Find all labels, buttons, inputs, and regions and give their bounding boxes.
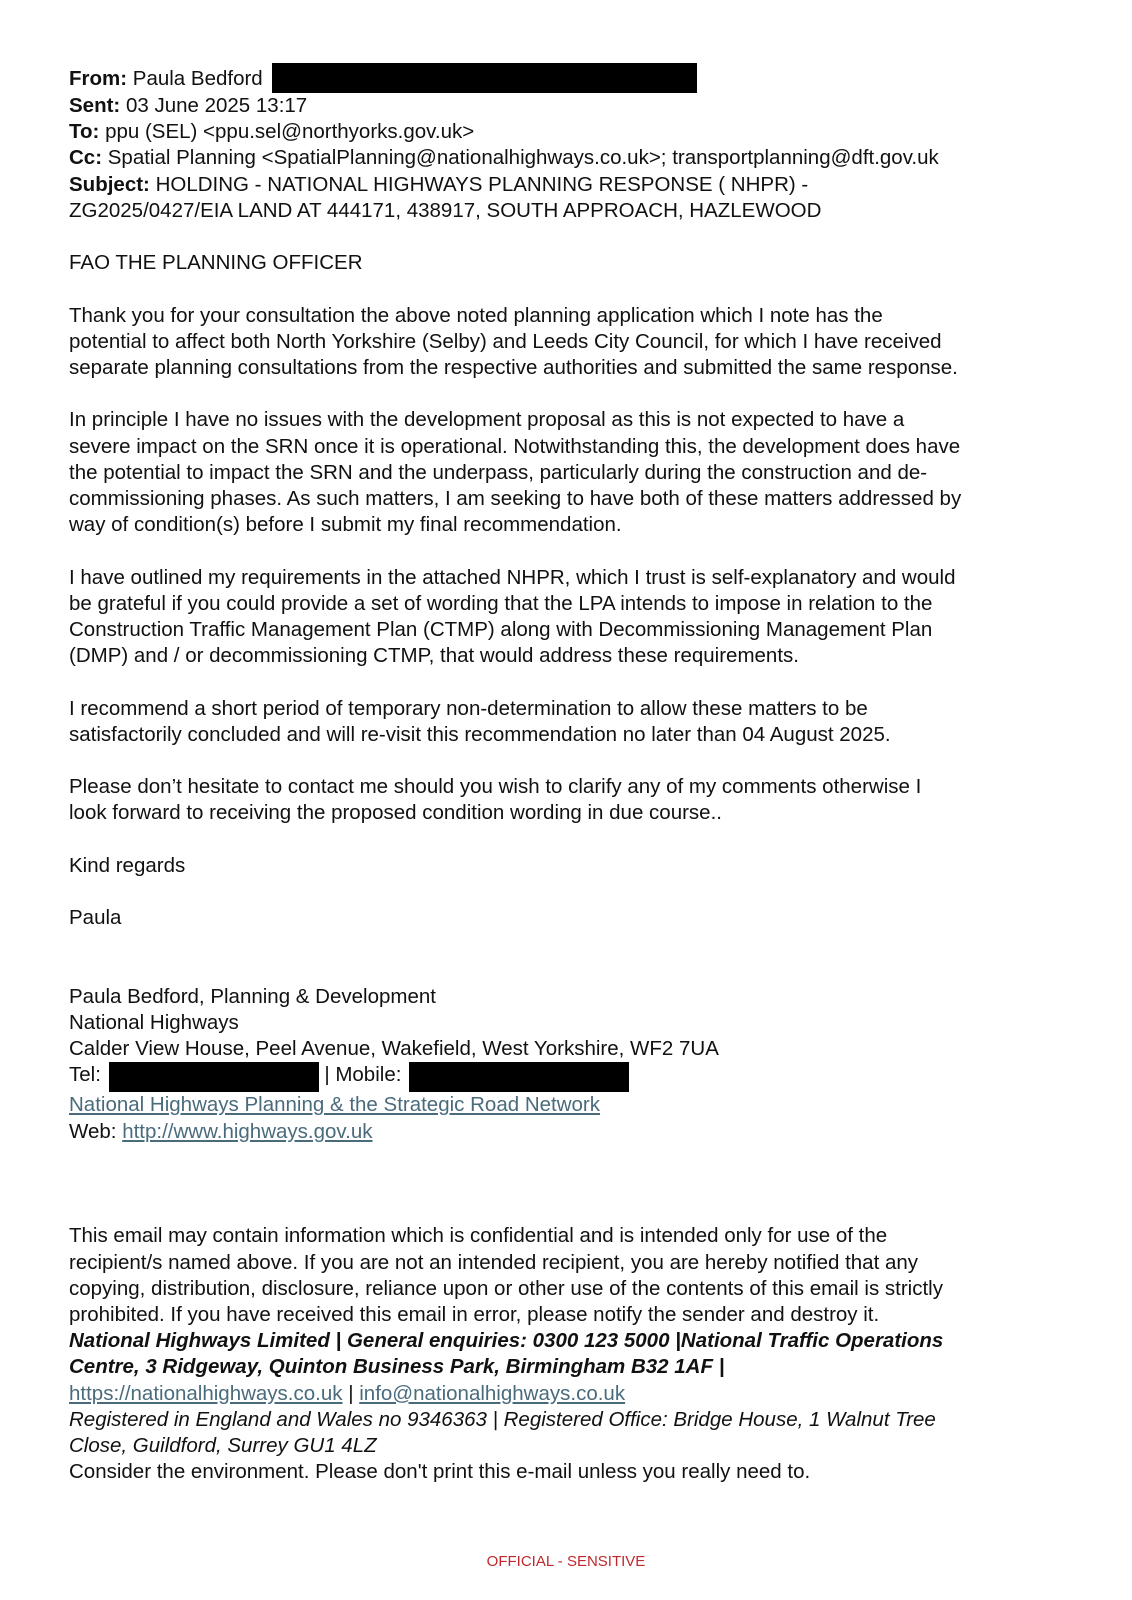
paragraph-line: potential to affect both North Yorkshire (Selby) and Leeds City Council, for which I have received xyxy=(69,329,942,353)
from-value: Paula Bedford xyxy=(132,67,263,90)
email-link[interactable]: info@nationalhighways.co.uk xyxy=(359,1381,626,1405)
redaction-bar xyxy=(272,63,697,93)
signature-address: Calder View House, Peel Avenue, Wakefield, West Yorkshire, WF2 7UA xyxy=(69,1037,719,1061)
registered-line-1: Registered in England and Wales no 9346363 | Registered Office: Bridge House, 1 Walnut Tree xyxy=(69,1407,936,1431)
disclaimer-line: copying, distribution, disclosure, reliance upon or other use of the contents of this email is strictly xyxy=(69,1276,943,1300)
to-value: ppu (SEL) <ppu.sel@northyorks.gov.uk> xyxy=(105,120,475,144)
web-link[interactable]: http://www.highways.gov.uk xyxy=(122,1119,373,1143)
subject-line-2: ZG2025/0427/EIA LAND AT 444171, 438917, SOUTH APPROACH, HAZLEWOOD xyxy=(69,198,822,222)
company-info-line: National Highways Limited | General enquiries: 0300 123 5000 |National Traffic Operations xyxy=(69,1329,944,1353)
from-label: From: xyxy=(69,67,128,90)
paragraph-line: Please don’t hesitate to contact me should you wish to clarify any of my comments otherwise I xyxy=(69,775,922,799)
to-row xyxy=(69,119,1079,145)
from-row xyxy=(69,66,1079,93)
email-document xyxy=(69,66,1079,1485)
sent-label: Sent: xyxy=(69,94,121,117)
mobile-label: | Mobile: xyxy=(324,1063,402,1087)
to-label: To: xyxy=(69,120,100,144)
disclaimer-line: prohibited. If you have received this email in error, please notify the sender and destroy it. xyxy=(69,1302,880,1326)
registered-line-2: Close, Guildford, Surrey GU1 4LZ xyxy=(69,1433,377,1457)
paragraph-line: the potential to impact the SRN and the underpass, particularly during the construction and de- xyxy=(69,460,928,484)
paragraph-line: be grateful if you could provide a set of wording that the LPA intends to impose in relation to the xyxy=(69,591,933,615)
paragraph-line: I recommend a short period of temporary non-determination to allow these matters to be xyxy=(69,696,868,720)
redaction-bar xyxy=(409,1062,629,1092)
paragraph-line: Construction Traffic Management Plan (CTMP) along with Decommissioning Management Plan xyxy=(69,618,933,641)
sent-value: 03 June 2025 13:17 xyxy=(125,94,308,117)
sent-row xyxy=(69,93,1079,119)
phone-row xyxy=(69,1062,1079,1092)
paragraph-line: In principle I have no issues with the development proposal as this is not expected to have a xyxy=(69,408,905,432)
cc-label: Cc: xyxy=(69,146,103,170)
subject-line-1: HOLDING - NATIONAL HIGHWAYS PLANNING RESPONSE ( NHPR) - xyxy=(155,172,809,196)
planning-srn-link[interactable]: National Highways Planning & the Strategic Road Network xyxy=(69,1093,600,1117)
paragraph-line: severe impact on the SRN once it is operational. Notwithstanding this, the development does have xyxy=(69,434,961,458)
web-label: Web: xyxy=(69,1119,117,1143)
signature-block xyxy=(69,984,1079,1145)
paragraph-3 xyxy=(69,565,1079,670)
closing: Kind regards xyxy=(69,853,186,877)
disclaimer-line: recipient/s named above. If you are not an intended recipient, you are hereby notified that any xyxy=(69,1250,919,1274)
disclaimer-block xyxy=(69,1223,1079,1485)
paragraph-1 xyxy=(69,303,1079,382)
paragraph-line: Thank you for your consultation the above noted planning application which I note has the xyxy=(69,303,883,327)
subject-label: Subject: xyxy=(69,172,150,196)
paragraph-line: separate planning consultations from the respective authorities and submitted the same response. xyxy=(69,356,958,379)
cc-row xyxy=(69,145,1079,171)
paragraph-line: I have outlined my requirements in the attached NHPR, which I trust is self-explanatory and would xyxy=(69,565,956,589)
cc-value: Spatial Planning <SpatialPlanning@nationalhighways.co.uk>; transportplanning@dft.gov.uk xyxy=(107,146,939,170)
paragraph-line: way of condition(s) before I submit my final recommendation. xyxy=(69,513,622,537)
paragraph-line: satisfactorily concluded and will re-visit this recommendation no later than 04 August 2025. xyxy=(69,722,891,746)
paragraph-line: (DMP) and / or decommissioning CTMP, that would address these requirements. xyxy=(69,644,799,668)
signature-org: National Highways xyxy=(69,1010,239,1034)
tel-label: Tel: xyxy=(69,1063,101,1087)
paragraph-line: commissioning phases. As such matters, I am seeking to have both of these matters addressed by xyxy=(69,487,962,510)
subject-row xyxy=(69,172,1079,198)
redaction-bar xyxy=(109,1062,319,1092)
fao-line: FAO THE PLANNING OFFICER xyxy=(69,251,363,275)
company-address-line: Centre, 3 Ridgeway, Quinton Business Park, Birmingham B32 1AF | xyxy=(69,1355,725,1379)
paragraph-4 xyxy=(69,696,1079,748)
paragraph-2 xyxy=(69,407,1079,538)
environment-line: Consider the environment. Please don't print this e-mail unless you really need to. xyxy=(69,1460,811,1484)
signature-name: Paula Bedford, Planning & Development xyxy=(69,984,436,1008)
planning-link-row xyxy=(69,1092,1079,1118)
paragraph-5 xyxy=(69,774,1079,826)
web-row xyxy=(69,1119,1079,1145)
website-link[interactable]: https://nationalhighways.co.uk xyxy=(69,1381,343,1405)
paragraph-line: look forward to receiving the proposed condition wording in due course.. xyxy=(69,801,722,825)
link-separator: | xyxy=(348,1381,354,1405)
sender-name: Paula xyxy=(69,906,122,930)
classification-footer: OFFICIAL - SENSITIVE xyxy=(486,1553,646,1570)
company-links-row xyxy=(69,1381,1079,1407)
disclaimer-line: This email may contain information which is confidential and is intended only for use of the xyxy=(69,1224,888,1248)
